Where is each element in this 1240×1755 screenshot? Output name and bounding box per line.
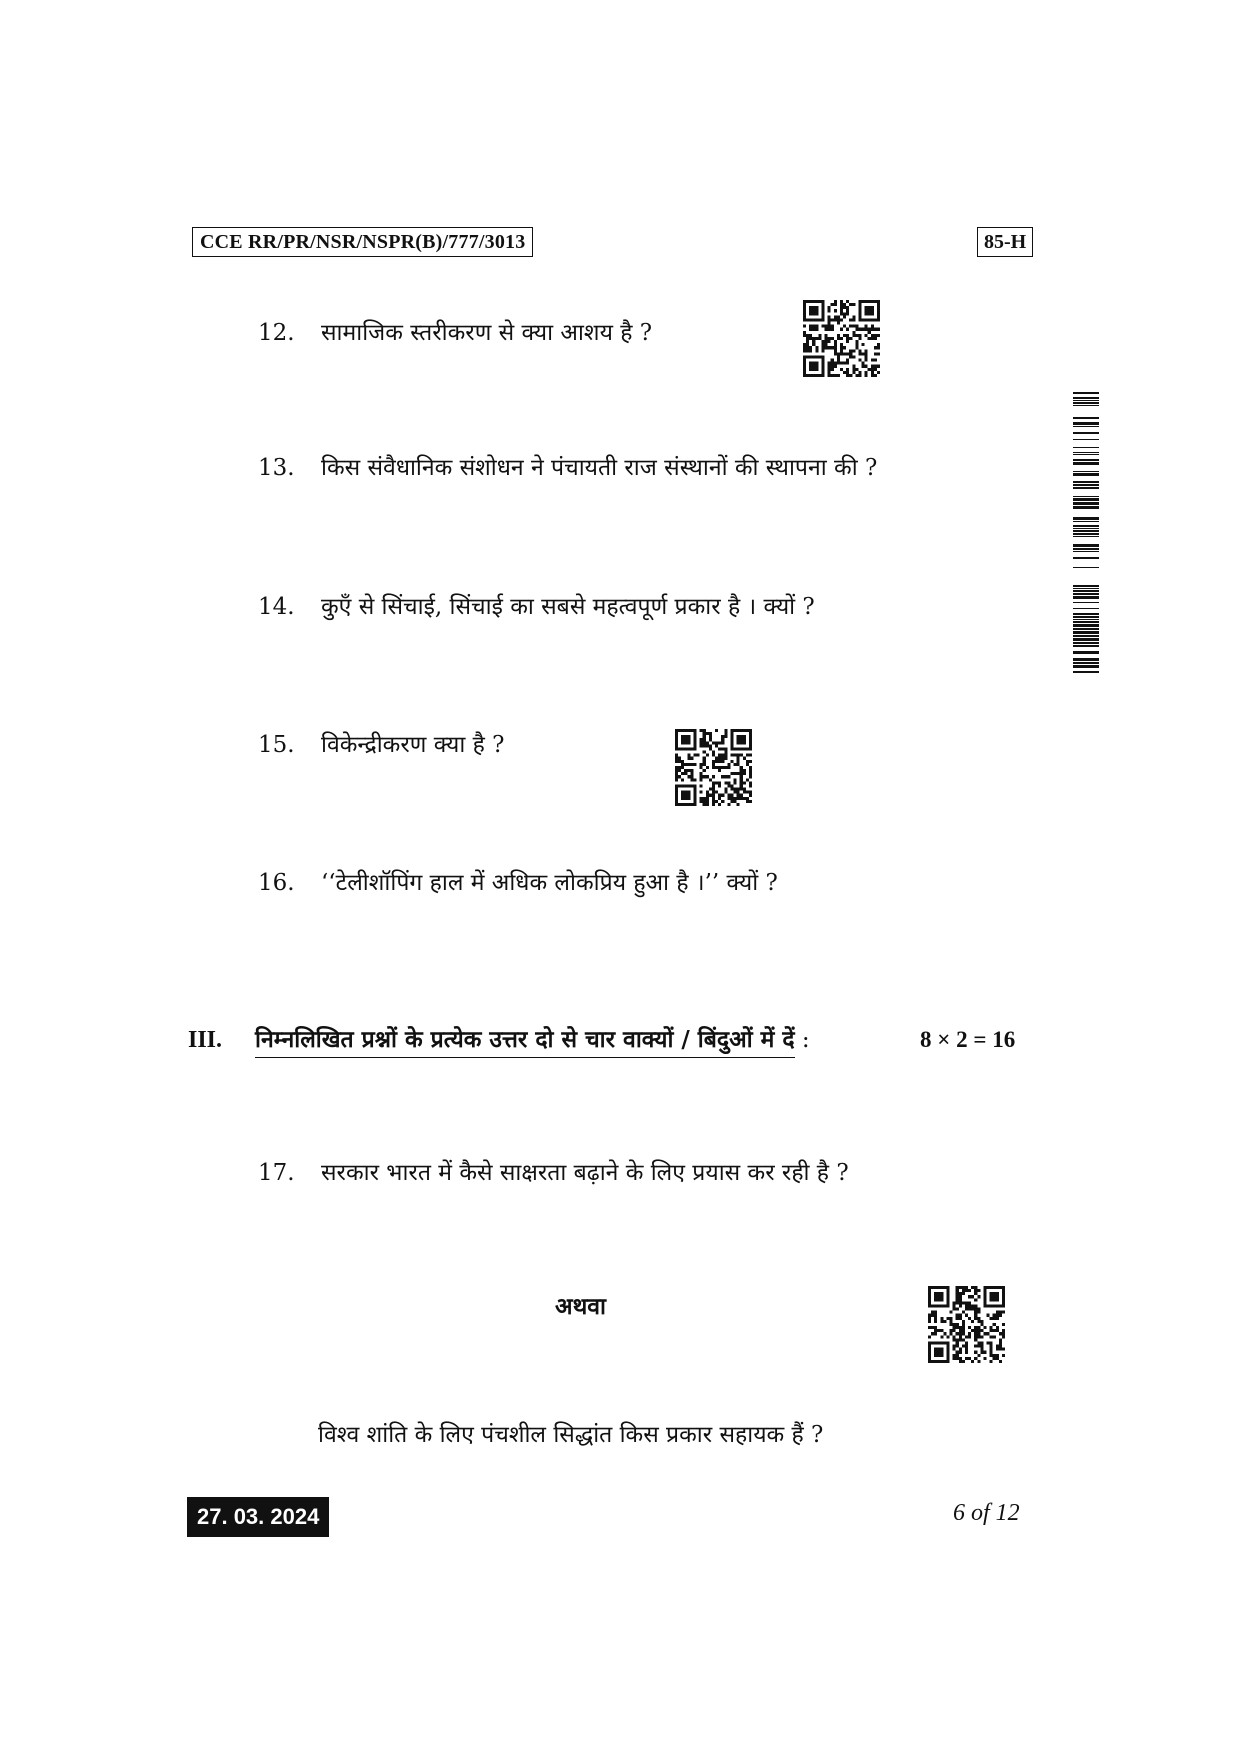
alternate-question: विश्व शांति के लिए पंचशील सिद्धांत किस प्रकार सहायक हैं ? [318, 1422, 824, 1448]
paper-code: CCE RR/PR/NSR/NSPR(B)/777/3013 [192, 227, 533, 257]
question-text: किस संवैधानिक संशोधन ने पंचायती राज संस्थानों की स्थापना की ? [321, 455, 878, 481]
paper-id: 85-H [977, 227, 1033, 257]
question-number: 15. [258, 732, 295, 758]
question-15 [258, 728, 504, 762]
question-number: 14. [258, 594, 295, 620]
question-number: 16. [258, 870, 295, 896]
question-text: सामाजिक स्तरीकरण से क्या आशय है ? [321, 320, 653, 346]
section-colon: : [794, 1027, 810, 1053]
question-14 [258, 590, 815, 624]
barcode-icon [1073, 392, 1099, 674]
question-number: 17. [258, 1160, 295, 1186]
qr-code-icon [803, 300, 880, 377]
exam-date: 27. 03. 2024 [187, 1497, 329, 1537]
question-number: 13. [258, 455, 295, 481]
section-instruction: निम्नलिखित प्रश्नों के प्रत्येक उत्तर दो से चार वाक्यों / बिंदुओं में दें [255, 1026, 795, 1058]
question-text: ‘‘टेलीशॉपिंग हाल में अधिक लोकप्रिय हुआ है ।’’ क्यों ? [321, 870, 778, 896]
question-text: विकेन्द्रीकरण क्या है ? [321, 732, 505, 758]
question-16 [258, 866, 778, 900]
question-text: सरकार भारत में कैसे साक्षरता बढ़ाने के लिए प्रयास कर रही है ? [321, 1160, 849, 1186]
section-heading [188, 1023, 810, 1057]
page-number: 6 of 12 [953, 1500, 1020, 1526]
qr-code-icon [675, 729, 752, 806]
question-12 [258, 316, 652, 350]
question-13 [258, 451, 877, 485]
section-marks: 8 × 2 = 16 [920, 1027, 1016, 1052]
or-label: अथवा [555, 1293, 607, 1320]
qr-code-icon [928, 1286, 1005, 1363]
section-numeral: III. [188, 1027, 223, 1053]
question-number: 12. [258, 320, 295, 346]
question-text: कुएँ से सिंचाई, सिंचाई का सबसे महत्वपूर्ण प्रकार है । क्यों ? [321, 594, 815, 620]
question-17 [258, 1156, 849, 1190]
